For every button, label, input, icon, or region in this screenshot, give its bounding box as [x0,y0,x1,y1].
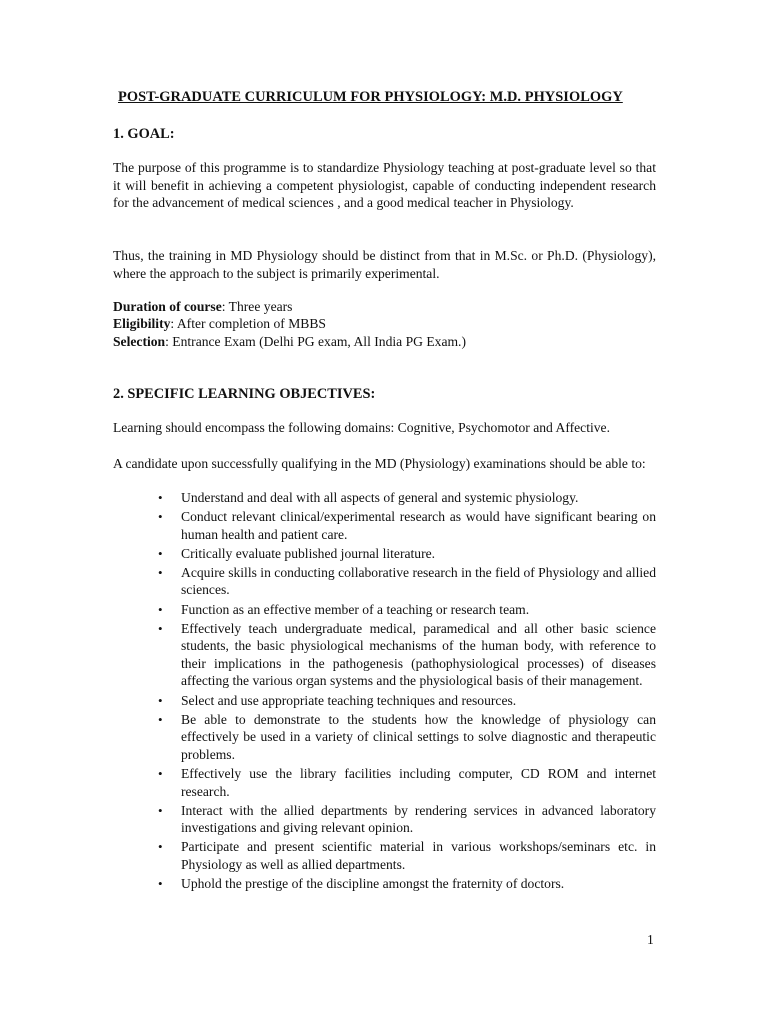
goal-text: The purpose of this programme is to standardize Physiology teaching at post-graduate level so that it will benefit in achieving a competent physiologist, capable of conducting independent research for the advancement of medical sciences , and a good medical teacher in Physiology. [113,160,656,211]
eligibility-value: : After completion of MBBS [170,316,326,332]
objective-text: Function as an effective member of a teaching or research team. [181,601,530,617]
objective-item [113,620,656,690]
objective-item [113,564,656,599]
bullet-icon: • [158,509,163,525]
bullet-icon: • [158,545,163,561]
bullet-icon: • [158,692,163,708]
bullet-icon: • [158,564,163,580]
objective-text: Uphold the prestige of the discipline amongst the fraternity of doctors. [181,875,565,891]
duration-line [113,298,466,315]
objective-item [113,489,656,507]
selection-label: Selection [113,333,166,349]
section-2-heading: 2. SPECIFIC LEARNING OBJECTIVES: [113,386,376,402]
objective-item [113,838,656,873]
domains-text: Learning should encompass the following domains: Cognitive, Psychomotor and Affective. [113,420,610,435]
objective-item [113,692,656,710]
goal-paragraph [113,159,656,212]
bullet-icon: • [158,601,163,617]
bullet-icon: • [158,711,163,727]
objective-text: Select and use appropriate teaching techniques and resources. [181,692,517,708]
distinction-text: Thus, the training in MD Physiology should be distinct from that in M.Sc. or Ph.D. (Physiology), where the approach to the subject is primarily experimental. [113,248,656,281]
document-title: POST-GRADUATE CURRICULUM FOR PHYSIOLOGY: M.D. PHYSIOLOGY [118,89,623,105]
eligibility-line [113,315,466,332]
objectives-intro-1 [113,419,656,437]
course-details [113,298,466,350]
objectives-intro-2 [113,455,656,473]
duration-label: Duration of course [113,299,222,314]
objective-text: Critically evaluate published journal literature. [181,545,436,561]
bullet-icon: • [158,620,163,636]
candidate-text: A candidate upon successfully qualifying in the MD (Physiology) examinations should be able to: [113,456,646,471]
objective-item [113,765,656,800]
objectives-list [113,489,656,894]
objective-text: Participate and present scientific material in various workshops/seminars etc. in Physiology as well as allied departments. [181,839,656,872]
bullet-icon: • [158,875,163,891]
eligibility-label: Eligibility [113,316,171,332]
objective-item [113,508,656,543]
bullet-icon: • [158,839,163,855]
objective-text: Be able to demonstrate to the students how the knowledge of physiology can effectively be used in a variety of clinical settings to solve diagnostic and therapeutic problems. [181,711,656,762]
objective-text: Conduct relevant clinical/experimental research as would have significant bearing on human health and patient care. [181,509,656,542]
objective-text: Interact with the allied departments by rendering services in advanced laboratory investigations and giving relevant opinion. [181,802,656,836]
bullet-icon: • [158,765,163,781]
selection-value: : Entrance Exam (Delhi PG exam, All India PG Exam.) [165,333,466,349]
objective-text: Effectively teach undergraduate medical, paramedical and all other basic science students, the basic physiological mechanisms of the human body, with reference to their implications in the pathogenesis (pathophysiological processes) of diseases affecting the various organ systems and the physiological basis of their management. [181,620,656,689]
bullet-icon: • [158,490,163,505]
objective-text: Acquire skills in conducting collaborative research in the field of Physiology and allied sciences. [181,564,656,598]
objective-item [113,601,656,619]
selection-line [113,333,466,350]
objective-item [113,545,656,563]
objective-item [113,875,656,893]
objective-item [113,711,656,764]
section-1-heading: 1. GOAL: [113,126,175,142]
objective-text: Effectively use the library facilities including computer, CD ROM and internet research. [181,765,656,799]
page-number: 1 [647,932,654,947]
bullet-icon: • [158,802,163,818]
objective-text: Understand and deal with all aspects of general and systemic physiology. [181,490,579,505]
duration-value: : Three years [221,299,293,314]
distinction-paragraph [113,247,656,282]
objective-item [113,802,656,837]
